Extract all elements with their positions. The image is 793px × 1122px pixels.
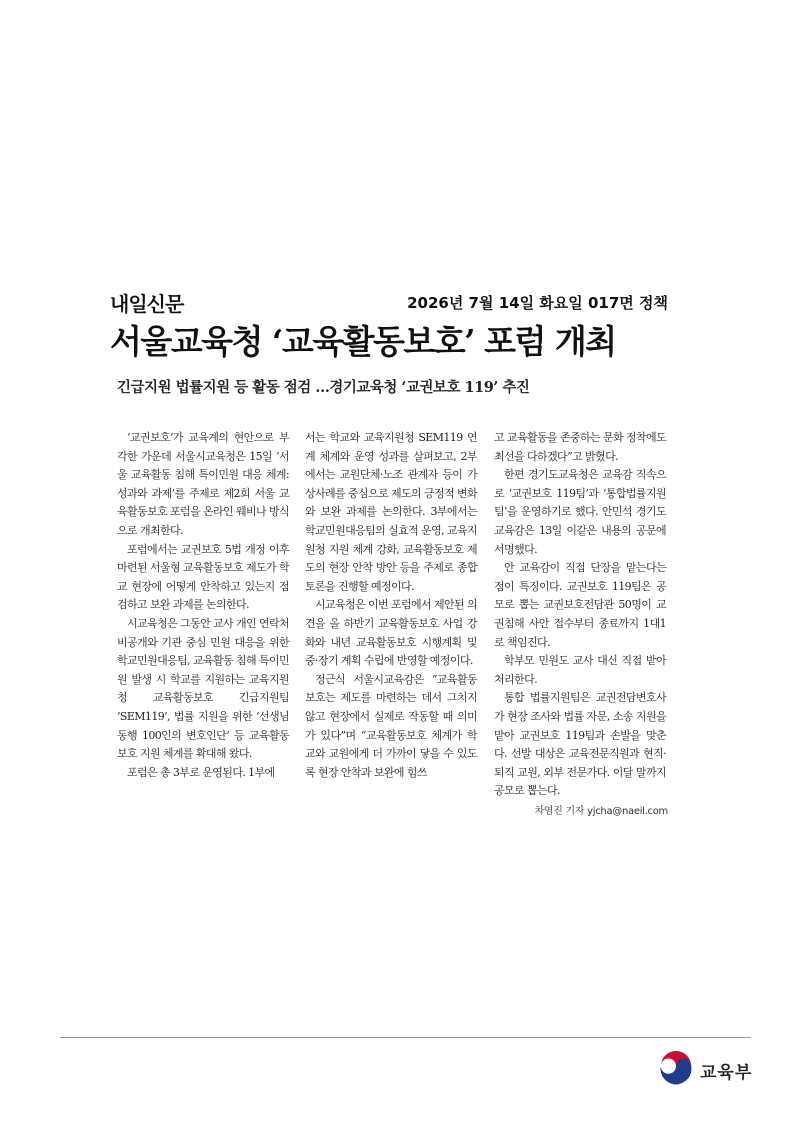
- ministry-name: 교육부: [700, 1063, 753, 1083]
- paragraph: 시교육청은 이번 포럼에서 제안된 의견을 올 하반기 교육활동보호 사업 강화와 내년 교육활동보호 시행계획 및 중·장기 계획 수립에 반영할 예정이다.: [305, 598, 477, 668]
- korea-government-taeguk-icon: [657, 1050, 695, 1088]
- article-column-2: [305, 429, 477, 782]
- paragraph: 시교육청은 그동안 교사 개인 연락처 비공개와 기관 중심 민원 대응을 위한 학교민원대응팀, 교육활동 침해 특이민원 발생 시 학교를 지원하는 교육지원청 교육활동보호 긴급지원팀 ‘SEM119’, 법률 지원을 위한 ‘선생님동행 100인의 변호인단’ 등 교육활동보호 지원 체계를 확대해 왔다.: [117, 616, 290, 761]
- paragraph: 포럼에서는 교권보호 5법 개정 이후 마련된 서울형 교육활동보호 제도가 학교 현장에 어떻게 안착하고 있는지 점검하고 보완 과제를 논의한다.: [117, 542, 290, 612]
- paragraph: 정근식 서울시교육감은 “교육활동 보호는 제도를 마련하는 데서 그치지 않고 현장에서 실제로 작동할 때 의미가 있다”며 “교육활동보호 체계가 학교와 교원에게 더 가까이 닿을 수 있도록 현장 안착과 보완에 힘쓰: [305, 672, 477, 779]
- paragraph: 서는 학교와 교육지원청 SEM119 연계 체계와 운영 성과를 살펴보고, 2부에서는 교원단체·노조 관계자 등이 가상사례를 중심으로 제도의 긍정적 변화와 보완 과제를 논의한다. 3부에서는 학교민원대응팀의 실효적 운영, 교육지원청 지원 체계 강화, 교육활동보호 제도의 현장 안착 방안 등을 주제로 종합토론을 진행할 예정이다.: [305, 431, 478, 593]
- article-column-1: [117, 429, 289, 782]
- reporter-byline: 차염진 기자 yjcha@naeil.com: [534, 806, 668, 817]
- article-column-3: [494, 429, 666, 801]
- article-headline: 서울교육청 ‘교육활동보호’ 포럼 개최: [110, 322, 616, 361]
- paragraph: ‘교권보호’가 교육계의 현안으로 부각한 가운데 서울시교육청은 15일 ‘서울 교육활동 침해 특이민원 대응 체계: 성과와 과제’를 주제로 제2회 서울 교육활동보호 포럼을 온라인 웨비나 방식으로 개최한다.: [117, 431, 290, 537]
- newspaper-name: 내일신문: [110, 292, 184, 316]
- paragraph: 한편 경기도교육청은 교육감 직속으로 ‘교권보호 119팀’과 ‘통합법률지원팀’을 운영하기로 했다. 안민석 경기도교육감은 13일 이같은 내용의 공문에 서명했다.: [494, 468, 666, 556]
- publication-info: 2026년 7월 14일 화요일 017면 정책: [407, 294, 668, 312]
- paragraph: 학부모 민원도 교사 대신 직접 받아 처리한다.: [494, 654, 666, 686]
- article-subheadline: 긴급지원 법률지원 등 활동 점검 …경기교육청 ‘교권보호 119’ 추진: [117, 379, 530, 396]
- paragraph: 고 교육활동을 존중하는 문화 정착에도 최선을 다하겠다”고 밝혔다.: [494, 431, 667, 463]
- paragraph: 안 교육감이 직접 단장을 맡는다는 점이 특징이다. 교권보호 119팀은 공모로 뽑는 교권보호전담관 50명이 교권침해 사안 접수부터 종료까지 1대1로 책임진다.: [494, 561, 666, 649]
- paragraph: 통합 법률지원팀은 교권전담변호사가 현장 조사와 법률 자문, 소송 지원을 맡아 교권보호 119팀과 손발을 맞춘다. 선발 대상은 교육전문직원과 현직·퇴직 교원, 외부 전문가다. 이달 말까지 공모로 뽑는다.: [494, 691, 666, 798]
- paragraph: 포럼은 총 3부로 운영된다. 1부에: [127, 765, 275, 779]
- footer-divider: [60, 1037, 751, 1038]
